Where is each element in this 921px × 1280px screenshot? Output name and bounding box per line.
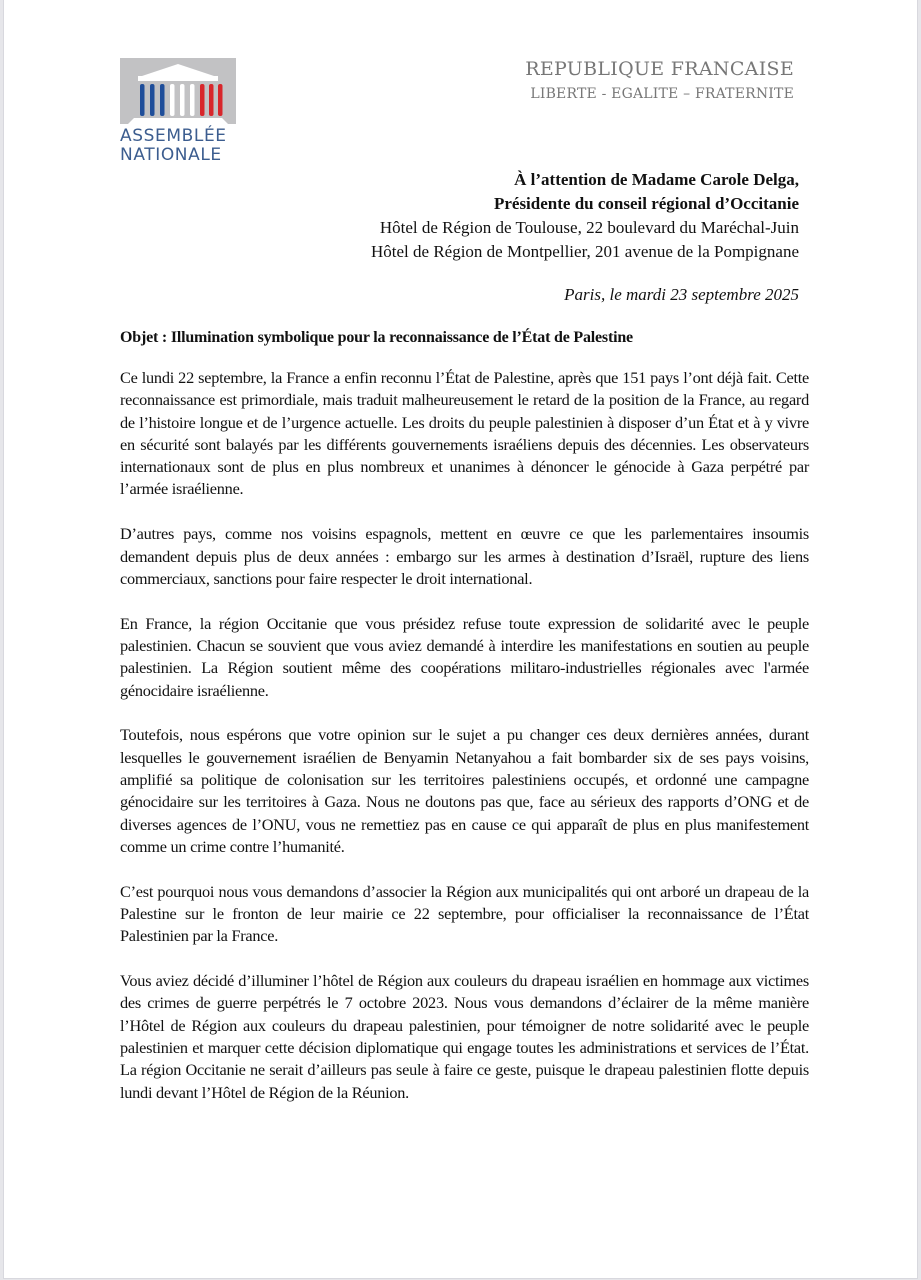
paragraph: C’est pourquoi nous vous demandons d’associer la Région aux municipalités qui ont arboré un drapeau de la Palestine sur le fronton de leur mairie ce 22 septembre, pour officialiser la reconnaissance de l’État Palestinien par la France. bbox=[120, 881, 809, 946]
logo-text bbox=[120, 127, 238, 165]
paragraph: Ce lundi 22 septembre, la France a enfin reconnu l’État de Palestine, après que 151 pays l’ont déjà fait. Cette reconnaissance est primordiale, mais traduit malheureusement le retard de la position de la France, au regard de l’histoire longue et de l’urgence actuelle. Les droits du peuple palestinien à disposer d’un État et à y vivre en sécurité sont balayés par les différents gouvernements israéliens depuis des décennies. Les observateurs internationaux sont de plus en plus nombreux et unanimes à dénoncer le génocide à Gaza perpétré par l’armée israélienne. bbox=[120, 368, 809, 499]
paragraph: En France, la région Occitanie que vous présidez refuse toute expression de solidarité avec le peuple palestinien. Chacun se souvient que vous aviez demandé à interdire les manifestations en soutien au peuple palestinien. La Région soutient même des coopérations militaro-industrielles régionales avec l'armée génocidaire israélienne. bbox=[120, 613, 809, 700]
republic-header bbox=[525, 58, 794, 102]
paragraph: Toutefois, nous espérons que votre opinion sur le sujet a pu changer ces deux dernières années, durant lesquelles le gouvernement israélien de Benyamin Netanyahou a fait bombarder six de ses pays voisins, amplifié sa politique de colonisation sur les territoires palestiniens occupés, et ordonné une campagne génocidaire sur les territoires à Gaza. Nous ne doutons pas que, face au sérieux des rapports d’ONG et de diverses agences de l’ONU, vous ne remettiez pas en cause ce qui apparaît de plus en plus manifestement comme un crime contre l’humanité. bbox=[120, 725, 809, 856]
letter-page bbox=[3, 0, 918, 1279]
recipient-name: À l’attention de Madame Carole Delga, bbox=[514, 170, 799, 189]
letter-body bbox=[120, 367, 809, 1126]
assemblee-nationale-logo bbox=[120, 58, 238, 165]
assemblee-nationale-palace-icon bbox=[120, 58, 236, 124]
republic-motto: LIBERTE - EGALITE – FRATERNITE bbox=[530, 86, 794, 102]
republic-title: REPUBLIQUE FRANCAISE bbox=[525, 58, 794, 80]
logo-line-1: ASSEMBLÉE bbox=[120, 126, 227, 146]
recipient-address-montpellier: Hôtel de Région de Montpellier, 201 avenue de la Pompignane bbox=[371, 242, 799, 261]
recipient-block bbox=[371, 168, 799, 264]
paragraph: Vous aviez décidé d’illuminer l’hôtel de Région aux couleurs du drapeau israélien en hommage aux victimes des crimes de guerre perpétrés le 7 octobre 2023. Nous vous demandons d’éclairer de la même manière l’Hôtel de Région aux couleurs du drapeau palestinien, pour témoigner de notre solidarité avec le peuple palestinien et marquer cette décision diplomatique qui engage toutes les administrations et services de l’État. La région Occitanie ne serait d’ailleurs pas seule à faire ce geste, puisque le drapeau palestinien flotte depuis lundi devant l’Hôtel de Région de la Réunion. bbox=[120, 971, 809, 1102]
paragraph: D’autres pays, comme nos voisins espagnols, mettent en œuvre ce que les parlementaires insoumis demandent depuis plus de deux années : embargo sur les armes à destination d’Israël, rupture des liens commerciaux, sanctions pour faire respecter le droit international. bbox=[120, 524, 809, 588]
letter-date: Paris, le mardi 23 septembre 2025 bbox=[564, 285, 799, 304]
recipient-title: Présidente du conseil régional d’Occitanie bbox=[493, 194, 799, 213]
recipient-address-toulouse: Hôtel de Région de Toulouse, 22 boulevard du Maréchal-Juin bbox=[379, 218, 799, 237]
letter-subject: Objet : Illumination symbolique pour la reconnaissance de l’État de Palestine bbox=[120, 329, 633, 346]
logo-line-2: NATIONALE bbox=[120, 145, 222, 165]
